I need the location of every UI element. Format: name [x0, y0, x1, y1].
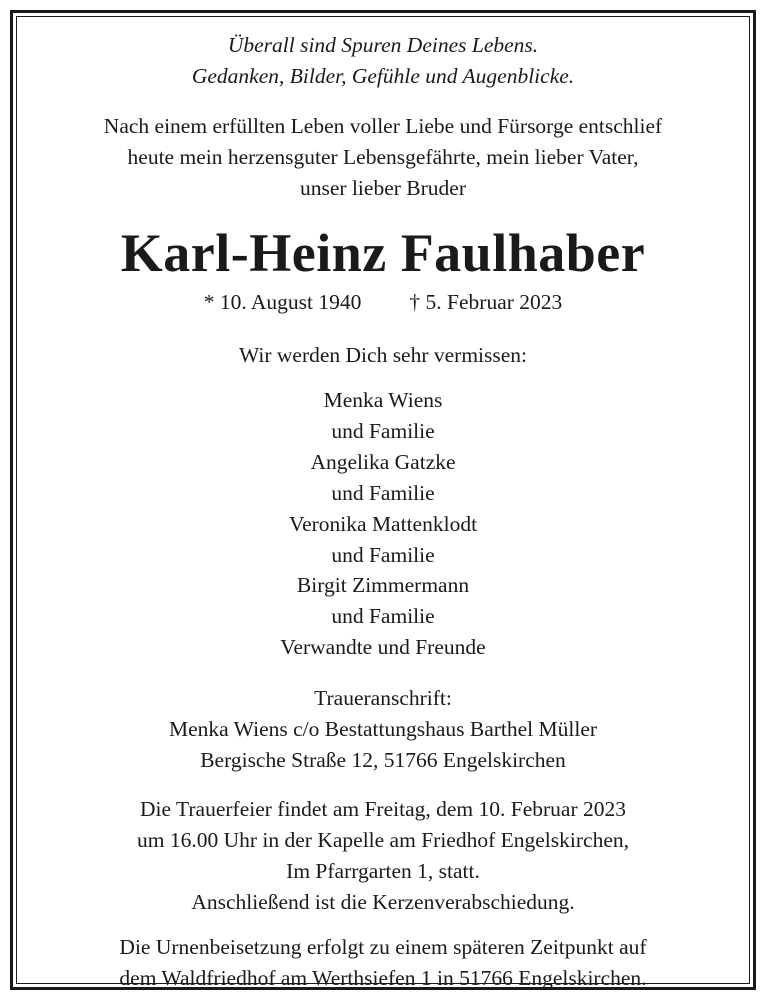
mourners-list	[16, 385, 750, 663]
mourner-line: Verwandte und Freunde	[280, 635, 486, 660]
intro-text	[16, 111, 750, 204]
intro-line: unser lieber Bruder	[300, 176, 466, 200]
mourner-line: und Familie	[331, 418, 435, 443]
funeral-line: Im Pfarrgarten 1, statt.	[286, 859, 480, 884]
mourner-line: Angelika Gatzke	[310, 449, 456, 474]
address-line: Bergische Straße 12, 51766 Engelskirchen	[200, 748, 566, 773]
birth-date: * 10. August 1940	[203, 290, 362, 314]
funeral-line: Die Trauerfeier findet am Freitag, dem 10. Februar 2023	[139, 797, 626, 822]
mourner-line: und Familie	[331, 604, 435, 629]
funeral-line: um 16.00 Uhr in der Kapelle am Friedhof Engelskirchen,	[137, 828, 629, 853]
intro-line: heute mein herzensguter Lebensgefährte, mein lieber Vater,	[127, 145, 639, 169]
mourner-line: und Familie	[331, 542, 435, 567]
mourner-line: und Familie	[331, 480, 435, 505]
death-date: † 5. Februar 2023	[409, 290, 563, 314]
motto-line: Gedanken, Bilder, Gefühle und Augenblicke.	[191, 64, 575, 88]
obituary-notice	[16, 16, 750, 991]
motto	[16, 30, 750, 92]
funeral-line: Anschließend ist die Kerzenverabschiedung.	[191, 890, 575, 915]
address-line: Menka Wiens c/o Bestattungshaus Barthel Müller	[168, 717, 598, 742]
motto-line: Überall sind Spuren Deines Lebens.	[227, 33, 539, 57]
miss-line-block	[16, 340, 750, 371]
mourner-line: Menka Wiens	[323, 388, 443, 412]
mourner-line: Veronika Mattenklodt	[288, 511, 478, 536]
address-line: Traueranschrift:	[314, 686, 452, 711]
mourning-address	[16, 683, 750, 776]
intro-line: Nach einem erfüllten Leben voller Liebe und Fürsorge entschlief	[103, 114, 663, 138]
deceased-name: Karl-Heinz Faulhaber	[120, 223, 646, 283]
burial-info	[16, 932, 750, 994]
mourner-line: Birgit Zimmermann	[296, 573, 470, 598]
burial-line: Die Urnenbeisetzung erfolgt zu einem späteren Zeitpunkt auf	[119, 935, 647, 960]
life-dates	[16, 287, 750, 318]
funeral-info	[16, 794, 750, 918]
miss-line: Wir werden Dich sehr vermissen:	[238, 343, 528, 367]
burial-line: dem Waldfriedhof am Werthsiefen 1 in 51766 Engelskirchen.	[119, 966, 647, 991]
